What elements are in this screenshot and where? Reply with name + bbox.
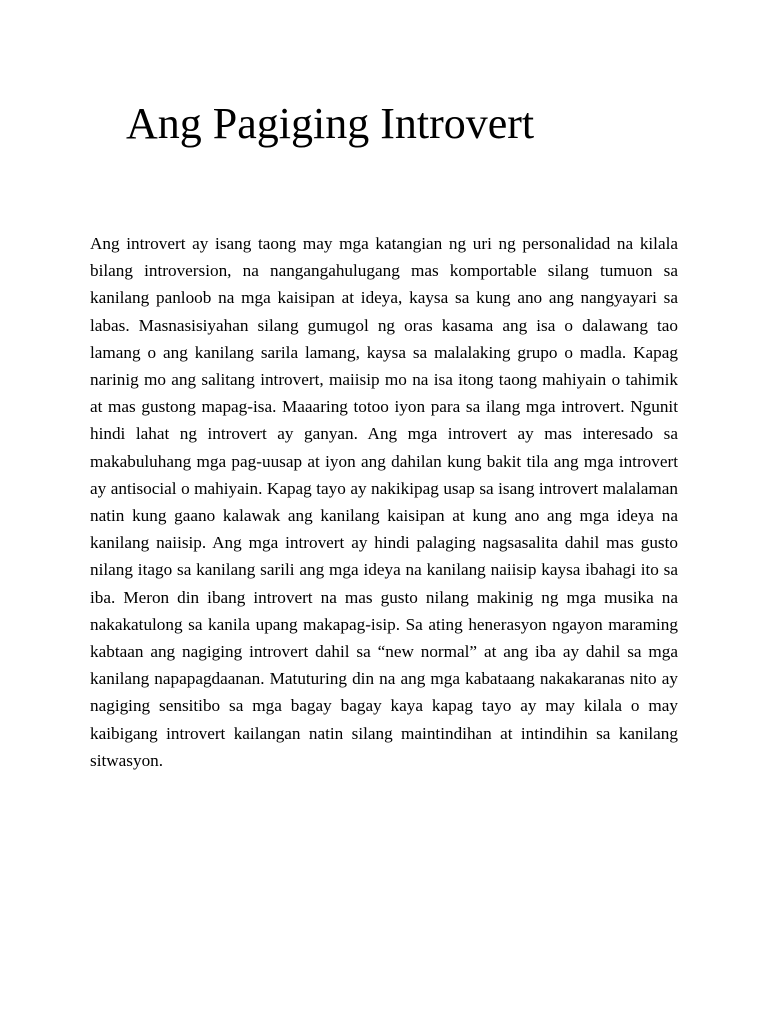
document-title: Ang Pagiging Introvert <box>126 99 535 148</box>
body-paragraph: Ang introvert ay isang taong may mga katangian ng uri ng personalidad na kilala bilang introversion, na nangangahulugang mas komportable silang tumuon sa kanilang panloob na mga kaisipan at ideya, kaysa sa kung ano ang nangyayari sa labas. Masnasisiyahan silang gumugol ng oras kasama ang isa o dalawang tao lamang o ang kanilang sarila lamang, kaysa sa malalaking grupo o madla. Kapag narinig mo ang salitang introvert, maiisip mo na isa itong taong mahiyain o tahimik at mas gustong mapag-isa. Maaaring totoo iyon para sa ilang mga introvert. Ngunit hindi lahat ng introvert ay ganyan. Ang mga introvert ay mas interesado sa makabuluhang mga pag-uusap at iyon ang dahilan kung bakit tila ang mga introvert ay antisocial o mahiyain. Kapag tayo ay nakikipag usap sa isang introvert malalaman natin kung gaano kalawak ang kanilang kaisipan at kung ano ang mga ideya na kanilang naiisip. Ang mga introvert ay hindi palaging nagsasalita dahil mas gusto nilang itago sa kanilang sarili ang mga ideya na kanilang naiisip kaysa ibahagi ito sa iba. Meron din ibang introvert na mas gusto nilang makinig ng mga musika na nakakatulong sa kanila upang makapag-isip. Sa ating henerasyon ngayon maraming kabtaan ang nagiging introvert dahil sa “new normal” at ang iba ay dahil sa mga kanilang napapagdaanan. Matuturing din na ang mga kabataang nakakaranas nito ay nagiging sensitibo sa mga bagay bagay kaya kapag tayo ay may kilala o may kaibigang introvert kailangan natin silang maintindihan at intindihin sa kanilang sitwasyon. <box>90 234 678 770</box>
